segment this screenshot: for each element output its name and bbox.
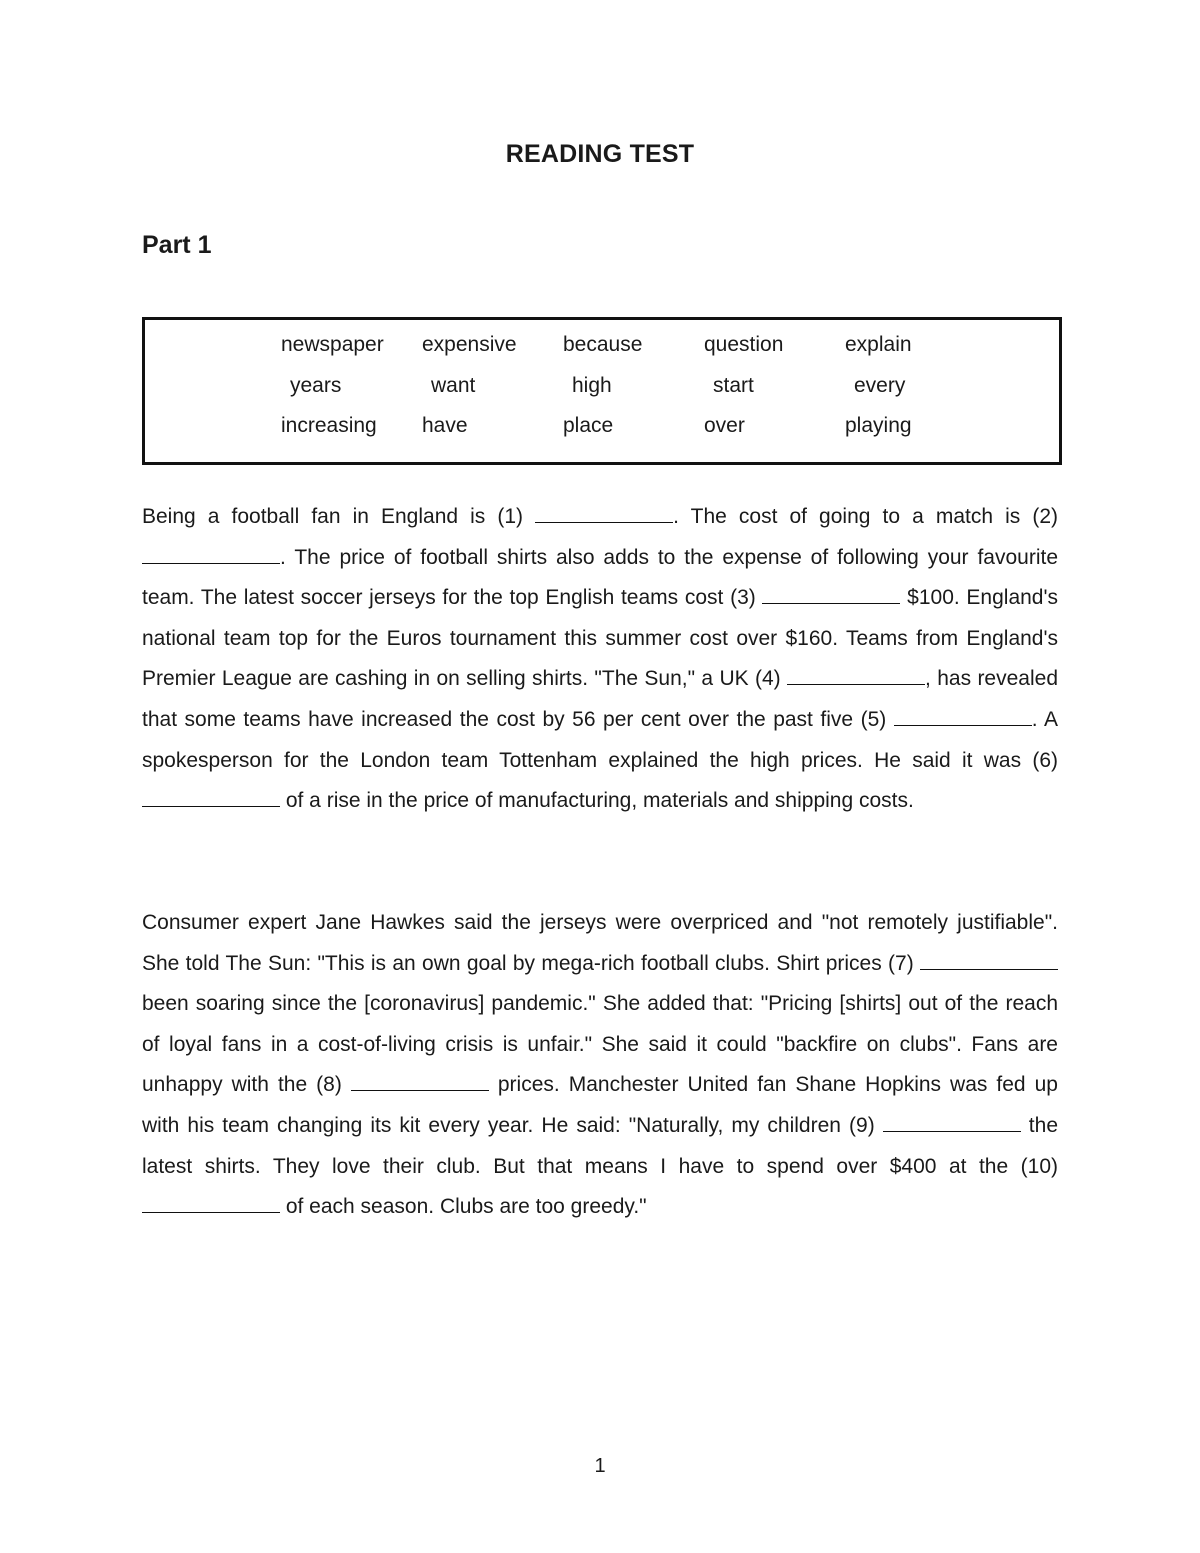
gap-blank-9 — [883, 1113, 1021, 1132]
passage-paragraph-1 — [142, 497, 1058, 822]
passage-text: been soaring since the [coronavirus] pandemic." She added that: "Pricing [shirts] out of the reach of loyal fans in a cost-of-living crisis is unfair." She said it could "backfire on clubs". Fans are unhappy with the (8) — [142, 992, 1058, 1097]
page-number: 1 — [594, 1455, 606, 1477]
gap-blank-7 — [920, 951, 1058, 970]
passage-text: $100. England's national team top for the Euros tournament this summer cost over $160. Teams from England's Premier League are cashing in on selling shirts. "The Sun," a UK (4) — [142, 586, 1058, 691]
gap-blank-5 — [894, 707, 1032, 726]
word-bank-item: playing — [845, 414, 912, 437]
word-bank-item: every — [854, 373, 906, 397]
gap-blank-10 — [142, 1194, 280, 1213]
gap-blank-3 — [762, 585, 900, 604]
word-bank-item: expensive — [422, 333, 517, 356]
word-bank-item: years — [290, 373, 342, 397]
word-bank-item: increasing — [281, 414, 377, 437]
passage-text: prices. Manchester United fan Shane Hopkins was fed up with his team changing its kit every year. He said: "Naturally, my children (9) — [142, 1073, 1058, 1137]
part-heading: Part 1 — [142, 231, 212, 259]
word-bank-item: over — [704, 414, 745, 437]
passage-text: . The price of football shirts also adds to the expense of following your favourite team. The latest soccer jerseys for the top English teams cost (3) — [142, 545, 1058, 610]
gap-blank-8 — [351, 1072, 489, 1091]
page-title: READING TEST — [505, 140, 695, 168]
passage-text: . A spokesperson for the London team Tottenham explained the high prices. He said it was (6) — [142, 707, 1058, 772]
passage-text: Consumer expert Jane Hawkes said the jerseys were overpriced and "not remotely justifiable". She told The Sun: "This is an own goal by mega-rich football clubs. Shirt prices (7) — [142, 911, 1058, 975]
passage-text: Being a football fan in England is (1) — [142, 505, 536, 528]
gap-blank-4 — [787, 666, 925, 685]
gap-blank-6 — [142, 788, 280, 807]
passage-text: the latest shirts. They love their club. But that means I have to spend over $400 at the (10) — [142, 1113, 1058, 1178]
word-bank-grid — [281, 332, 965, 454]
word-bank-box — [142, 317, 1062, 465]
passage-text: . The cost of going to a match is (2) — [673, 505, 1058, 528]
passage-text: , has revealed that some teams have increased the cost by 56 per cent over the past five (5) — [142, 667, 1058, 731]
gap-blank-1 — [535, 504, 673, 523]
word-bank-item: place — [563, 414, 614, 437]
word-bank-item: newspaper — [281, 333, 384, 356]
gap-blank-2 — [142, 545, 280, 564]
word-bank-item: want — [431, 373, 476, 397]
word-bank-item: question — [704, 333, 784, 356]
word-bank-item: start — [713, 373, 754, 397]
passage-text: of a rise in the price of manufacturing, materials and shipping costs. — [280, 789, 914, 813]
word-bank-item: have — [422, 414, 468, 437]
passage-text: of each season. Clubs are too greedy." — [280, 1195, 647, 1219]
word-bank-item: explain — [845, 333, 912, 356]
word-bank-item: high — [572, 373, 612, 397]
passage-paragraph-2 — [142, 903, 1058, 1228]
word-bank-item: because — [563, 333, 643, 356]
